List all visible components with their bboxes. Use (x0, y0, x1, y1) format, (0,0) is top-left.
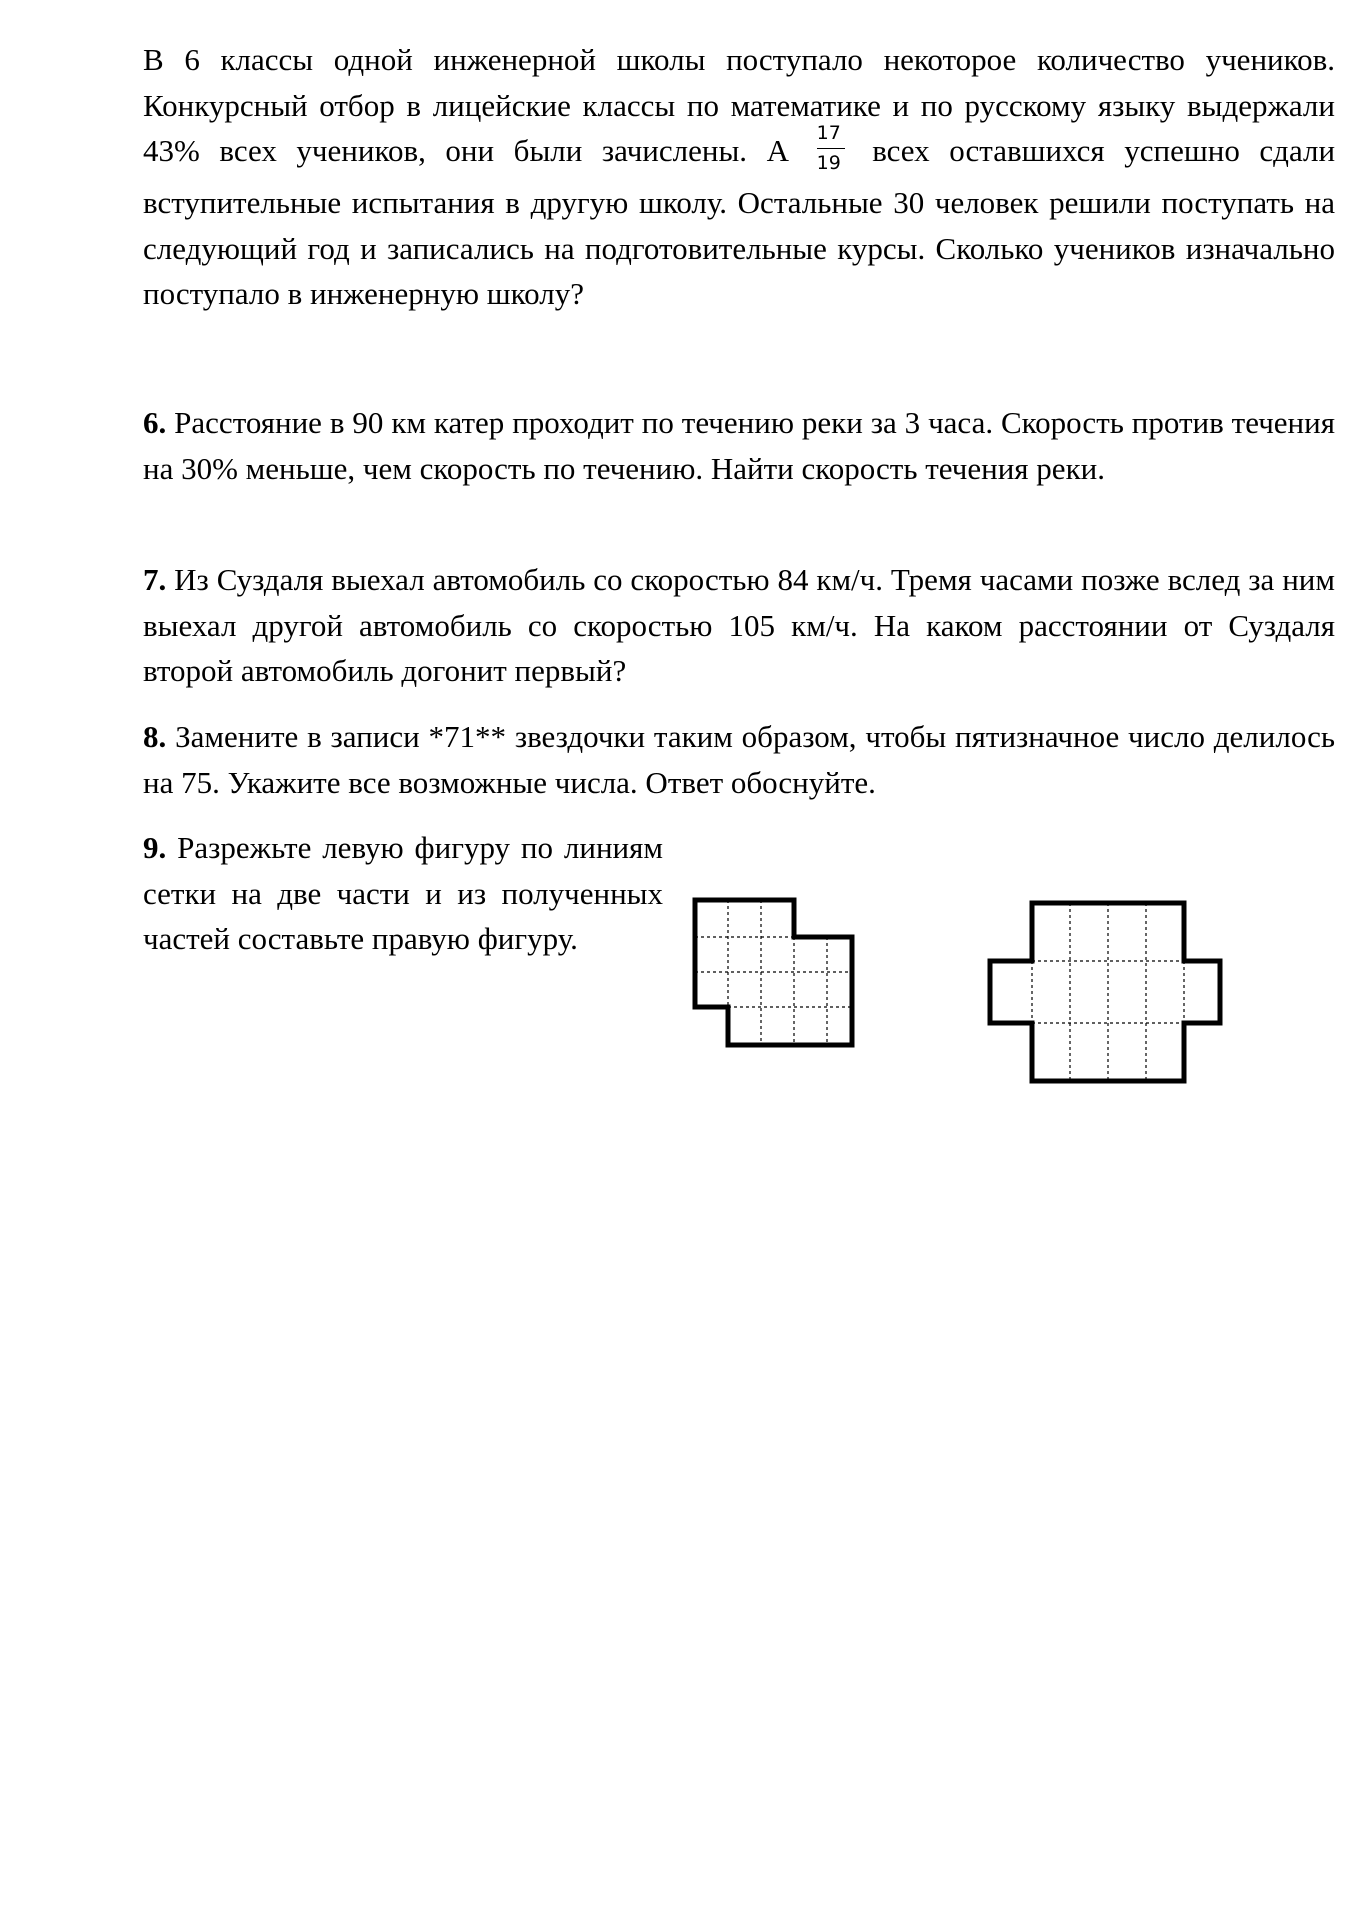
problem-8 (143, 714, 1335, 805)
right-figure-outline (990, 903, 1220, 1081)
problem-5-text-after: всех оставшихся успешно сдали вступительные испытания в другую школу. Остальные 30 человек решили поступать на следующий год и записались на подготовительные курсы. Сколько учеников изначально поступало в инженерную школу? (143, 133, 1336, 311)
right-figure-grid-lines (1032, 903, 1184, 1081)
problem-6-number: 6. (143, 405, 167, 440)
problem-9-text: Разрежьте левую фигуру по линиям сетки на две части и из полученных частей составьте правую фигуру. (143, 830, 664, 956)
problem-5-text-before: В 6 классы одной инженерной школы поступало некоторое количество учеников. Конкурсный отбор в лицейские классы по математике и по русскому языку выдержали 43% всех учеников, они были зачислены. А (143, 42, 1335, 169)
fraction-bar (817, 148, 845, 149)
problem-6-text: Расстояние в 90 км катер проходит по течению реки за 3 часа. Скорость против течения на 30% меньше, чем скорость по течению. Найти скорость течения реки. (143, 405, 1335, 486)
problem-7-number: 7. (143, 562, 167, 597)
problem-8-text: Замените в записи *71** звездочки таким образом, чтобы пятизначное число делилось на 75. Укажите все возможные числа. Ответ обоснуйте. (143, 719, 1336, 800)
problem-5 (143, 37, 1335, 317)
fraction-denominator: 19 (816, 152, 841, 174)
problem-6 (143, 400, 1335, 491)
right-grid-figure (985, 898, 1225, 1088)
problem-8-number: 8. (143, 719, 167, 754)
problem-9-number: 9. (143, 830, 167, 865)
problem-7-text: Из Суздаля выехал автомобиль со скоростью 84 км/ч. Тремя часами позже вслед за ним выехал другой автомобиль со скоростью 105 км/ч. На каком расстоянии от Суздаля второй автомобиль догонит первый? (143, 562, 1336, 688)
problem-9 (143, 825, 663, 962)
problem-7 (143, 557, 1335, 694)
left-figure-grid-lines (695, 900, 852, 1045)
fraction-17-19 (817, 122, 845, 174)
left-grid-figure (690, 895, 860, 1055)
fraction-numerator: 17 (816, 122, 841, 144)
